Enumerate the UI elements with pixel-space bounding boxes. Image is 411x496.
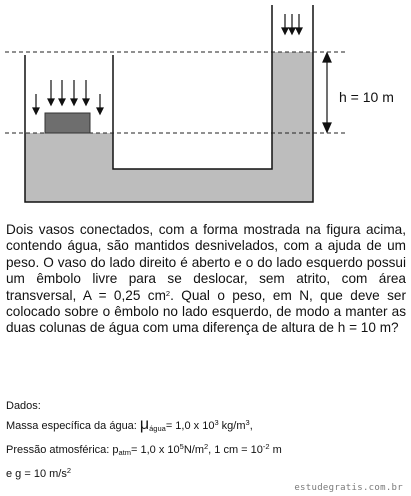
density-line: Massa específica da água: $\mu_{água}= 1,0$ x $10^3$ $kg/m^3$,: [6, 416, 253, 433]
question-text: Dois vasos conectados, com a forma mostrada na figura acima, contendo água, são mantidos desnivelados, com a ajuda de um peso. O vaso do lado direito é aberto e o do lado esquerdo possui um êmbolo livre para se deslocar, sem atrito, com área transversal, A = 0,25 $cm^2$. Qual o peso, em N, que deve ser colocado sobre o êmbolo no lado esquerdo, de modo a manter as duas colunas de água com uma diferença de altura de h = 10 m?: [6, 222, 407, 336]
connected-vessels-figure: [0, 0, 411, 215]
pressure-line: Pressão atmosférica: $p_{atm}= 1,0$ x $10^5N/m^2$, 1 cm = $10^{-2}$ m: [6, 442, 282, 457]
gravity-line: e g = 10 $m/s^2$: [6, 466, 72, 480]
down-arrows-left: [33, 80, 103, 114]
height-label: h = 10 m: [339, 89, 394, 105]
piston: [45, 113, 90, 133]
mu-symbol: μ: [139, 416, 150, 433]
site-watermark: estudegratis.com.br: [294, 483, 403, 493]
down-arrows-right: [282, 14, 302, 34]
height-dimension: [323, 53, 331, 132]
dados-label: Dados:: [6, 400, 41, 412]
